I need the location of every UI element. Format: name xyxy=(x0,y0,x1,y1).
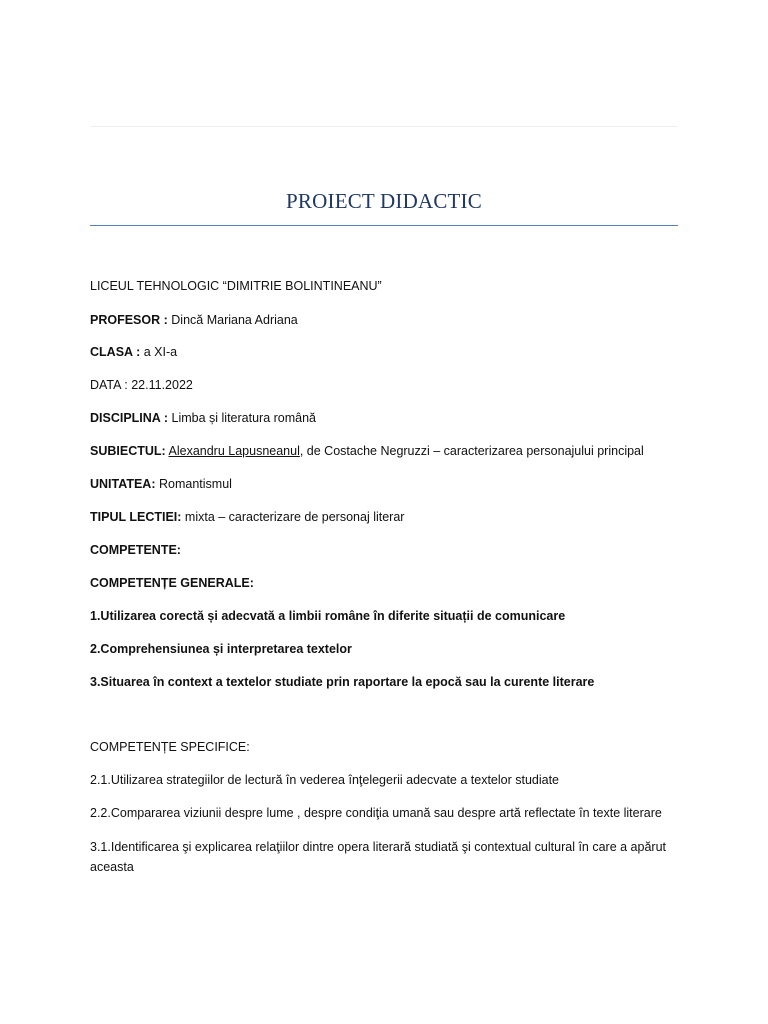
clasa-value: a XI-a xyxy=(143,345,178,359)
profesor-line xyxy=(90,310,690,330)
competente-heading: COMPETENTE: xyxy=(90,543,181,557)
header-divider xyxy=(90,126,678,127)
clasa-label: CLASA : xyxy=(90,345,141,359)
subiectul-label: SUBIECTUL: xyxy=(90,444,166,458)
unitatea-value: Romantismul xyxy=(158,477,232,491)
disciplina-value: Limba și literatura română xyxy=(171,411,317,425)
disciplina-line xyxy=(90,408,690,428)
data-label: DATA : xyxy=(90,378,128,392)
competente-specifice-heading: COMPETENȚE SPECIFICE: xyxy=(90,740,250,754)
document-title: PROIECT DIDACTIC xyxy=(286,189,482,213)
competenta-specifica-3: 3.1.Identificarea şi explicarea relaţiilor dintre opera literară studiată şi contextual cultural în care a apărut aceasta xyxy=(90,840,667,874)
subiectul-rest: , de Costache Negruzzi – caracterizarea personajului principal xyxy=(299,444,644,458)
title-underline xyxy=(90,225,678,226)
disciplina-label: DISCIPLINA : xyxy=(90,411,169,425)
competenta-generala-1: 1.Utilizarea corectă și adecvată a limbii române în diferite situații de comunicare xyxy=(90,609,566,623)
competente-generale-heading: COMPETENȚE GENERALE: xyxy=(90,576,254,590)
competenta-generala-2: 2.Comprehensiunea și interpretarea textelor xyxy=(90,642,352,656)
clasa-line xyxy=(90,342,690,362)
tipul-lectiei-line xyxy=(90,507,690,527)
data-value: 22.11.2022 xyxy=(131,378,193,392)
tipul-lectiei-label: TIPUL LECTIEI: xyxy=(90,510,182,524)
tipul-lectiei-value: mixta – caracterizare de personaj literar xyxy=(184,510,405,524)
data-line xyxy=(90,375,690,395)
competenta-specifica-2: 2.2.Compararea viziunii despre lume , despre condiţia umană sau despre artă reflectate în texte literare xyxy=(90,806,662,820)
profesor-label: PROFESOR : xyxy=(90,313,168,327)
unitatea-label: UNITATEA: xyxy=(90,477,156,491)
profesor-value: Dincă Mariana Adriana xyxy=(171,313,298,327)
unitatea-line xyxy=(90,474,690,494)
competenta-generala-3: 3.Situarea în context a textelor studiate prin raportare la epocă sau la curente literare xyxy=(90,675,595,689)
literary-work-title: Alexandru Lapusneanul xyxy=(168,444,300,458)
school-name: LICEUL TEHNOLOGIC “DIMITRIE BOLINTINEANU” xyxy=(90,279,382,293)
subiectul-line xyxy=(90,441,690,461)
competenta-specifica-1: 2.1.Utilizarea strategiilor de lectură în vederea înţelegerii adecvate a textelor studiate xyxy=(90,773,560,787)
